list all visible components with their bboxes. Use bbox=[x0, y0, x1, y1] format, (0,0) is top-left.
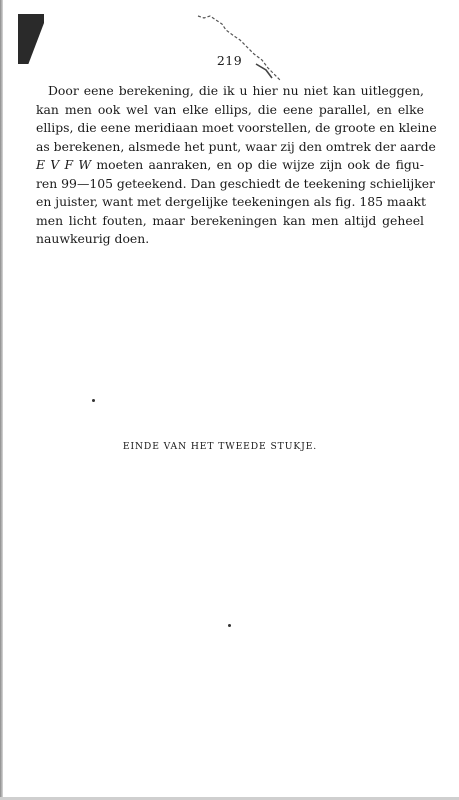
paragraph-line: as berekenen, alsmede het punt, waar zij den omtrek der aarde bbox=[36, 138, 436, 154]
page-number: 219 bbox=[216, 53, 243, 68]
body-paragraph bbox=[36, 82, 437, 249]
paragraph-line: kan men ook wel van elke ellips, die eene parallel, en elke bbox=[36, 101, 424, 117]
paper-tear-mark bbox=[196, 14, 286, 86]
paragraph-line: nauwkeurig doen. bbox=[36, 231, 150, 246]
paragraph-line-rest: moeten aanraken, en op die wijze zijn ook de figu- bbox=[96, 157, 424, 172]
paragraph-line: ren 99—105 geteekend. Dan geschiedt de teekening schielijker bbox=[36, 175, 435, 191]
paragraph-line: ellips, die eene meridiaan moet voorstellen, de groote en kleine bbox=[36, 120, 437, 135]
paragraph-line-with-italic bbox=[36, 156, 424, 175]
scan-speck bbox=[92, 399, 95, 402]
closing-line: EINDE VAN HET TWEEDE STUKJE. bbox=[122, 441, 318, 452]
paragraph-line: men licht fouten, maar berekeningen kan men altijd geheel bbox=[36, 212, 424, 228]
italic-letters: E V F W bbox=[36, 157, 92, 172]
paragraph-line: en juister, want met dergelijke teekeningen als fig. 185 maakt bbox=[36, 194, 426, 209]
scan-edge-shadow bbox=[0, 0, 3, 800]
scan-speck bbox=[228, 624, 231, 627]
paragraph-line: Door eene berekening, die ik u hier nu niet kan uitleggen, bbox=[48, 83, 424, 98]
